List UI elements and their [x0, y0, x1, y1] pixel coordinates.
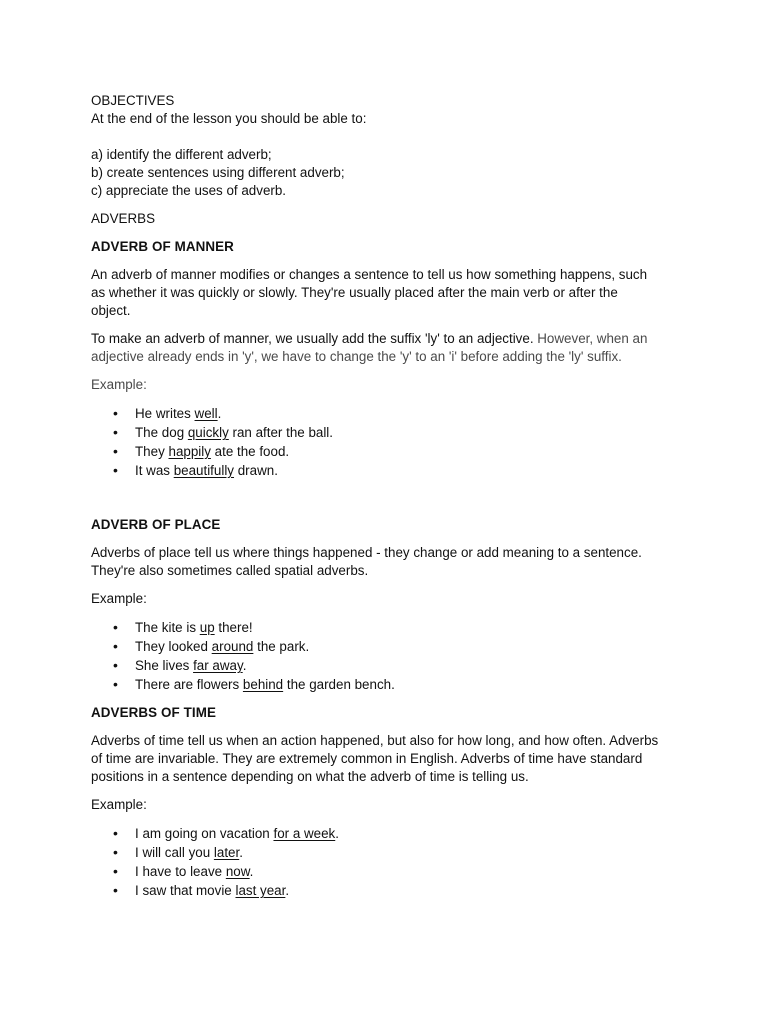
example-adverb: for a week — [273, 826, 336, 841]
section-heading-manner: ADVERB OF MANNER — [91, 239, 234, 254]
section-heading-time: ADVERBS OF TIME — [91, 705, 216, 720]
manner-paragraph-1 — [91, 266, 671, 320]
example-text: There are flowers — [135, 677, 243, 692]
adverbs-title: ADVERBS — [91, 211, 155, 226]
example-text: I saw that movie — [135, 883, 236, 898]
paragraph-line: Adverbs of time tell us when an action happened, but also for how long, and how often. Adverbs — [91, 733, 659, 748]
example-text: I will call you — [135, 845, 214, 860]
objective-item: c) appreciate the uses of adverb. — [91, 183, 287, 198]
list-item — [91, 637, 671, 656]
list-item — [91, 843, 671, 862]
example-text: drawn. — [234, 463, 278, 478]
example-adverb: far away — [193, 658, 243, 673]
example-label: Example: — [91, 591, 147, 606]
bullet-icon: • — [113, 657, 118, 673]
paragraph-line: positions in a sentence depending on what the adverb of time is telling us. — [91, 769, 529, 784]
example-text: ran after the ball. — [228, 425, 334, 440]
example-text: She lives — [135, 658, 194, 673]
paragraph-line: Adverbs of place tell us where things happened - they change or add meaning to a sentence. — [91, 545, 642, 560]
example-text: the park. — [253, 639, 310, 654]
example-text: It was — [135, 463, 174, 478]
list-item — [91, 423, 671, 442]
objectives-intro: At the end of the lesson you should be able to: — [91, 111, 367, 126]
example-text: . — [249, 864, 254, 879]
example-label: Example: — [91, 797, 147, 812]
bullet-icon: • — [113, 676, 118, 692]
example-text: . — [217, 406, 222, 421]
manner-paragraph-2 — [91, 330, 671, 366]
example-text: They — [135, 444, 169, 459]
list-item — [91, 675, 671, 694]
paragraph-text-grey: However, when an — [537, 331, 648, 346]
example-text: . — [242, 658, 247, 673]
list-item — [91, 618, 671, 637]
example-adverb: beautifully — [173, 463, 235, 478]
example-text: He writes — [135, 406, 195, 421]
example-text: there! — [214, 620, 253, 635]
example-adverb: now — [225, 864, 250, 879]
example-adverb: quickly — [187, 425, 229, 440]
example-adverb: up — [199, 620, 215, 635]
example-text: The dog — [135, 425, 188, 440]
example-adverb: happily — [168, 444, 211, 459]
example-adverb: around — [211, 639, 254, 654]
paragraph-line: object. — [91, 303, 131, 318]
list-item — [91, 442, 671, 461]
bullet-icon: • — [113, 424, 118, 440]
place-paragraph — [91, 544, 671, 580]
paragraph-line: as whether it was quickly or slowly. They're usually placed after the main verb or after the — [91, 285, 618, 300]
example-adverb: last year — [235, 883, 286, 898]
manner-example-list — [91, 404, 671, 480]
bullet-icon: • — [113, 462, 118, 478]
objective-item: a) identify the different adverb; — [91, 147, 272, 162]
bullet-icon: • — [113, 619, 118, 635]
bullet-icon: • — [113, 844, 118, 860]
example-text: I am going on vacation — [135, 826, 274, 841]
time-paragraph — [91, 732, 671, 786]
bullet-icon: • — [113, 882, 118, 898]
paragraph-line — [91, 330, 671, 348]
list-item — [91, 656, 671, 675]
example-adverb: well — [194, 406, 218, 421]
example-adverb: behind — [242, 677, 284, 692]
bullet-icon: • — [113, 863, 118, 879]
section-heading-place: ADVERB OF PLACE — [91, 517, 221, 532]
example-text: I have to leave — [135, 864, 226, 879]
bullet-icon: • — [113, 638, 118, 654]
example-text: The kite is — [135, 620, 200, 635]
paragraph-line: adjective already ends in 'y', we have to change the 'y' to an 'i' before adding the 'ly' suffix. — [91, 349, 622, 364]
example-text: . — [239, 845, 243, 860]
example-adverb: later — [213, 845, 240, 860]
example-text: . — [285, 883, 290, 898]
objective-item: b) create sentences using different adverb; — [91, 165, 345, 180]
example-label: Example: — [91, 377, 147, 392]
objectives-title: OBJECTIVES — [91, 93, 175, 108]
time-example-list — [91, 824, 671, 900]
list-item — [91, 824, 671, 843]
paragraph-text: To make an adverb of manner, we usually add the suffix 'ly' to an adjective. — [91, 331, 538, 346]
list-item — [91, 881, 671, 900]
list-item — [91, 461, 671, 480]
document-page — [91, 92, 671, 900]
list-item — [91, 404, 671, 423]
example-text: the garden bench. — [283, 677, 395, 692]
example-text: . — [335, 826, 339, 841]
bullet-icon: • — [113, 825, 118, 841]
place-example-list — [91, 618, 671, 694]
spacer — [91, 128, 671, 146]
paragraph-line: of time are invariable. They are extremely common in English. Adverbs of time have standard — [91, 751, 643, 766]
example-text: ate the food. — [210, 444, 290, 459]
example-text: They looked — [135, 639, 212, 654]
paragraph-line: An adverb of manner modifies or changes a sentence to tell us how something happens, such — [91, 267, 648, 282]
bullet-icon: • — [113, 443, 118, 459]
bullet-icon: • — [113, 405, 118, 421]
list-item — [91, 862, 671, 881]
paragraph-line: They're also sometimes called spatial adverbs. — [91, 563, 369, 578]
